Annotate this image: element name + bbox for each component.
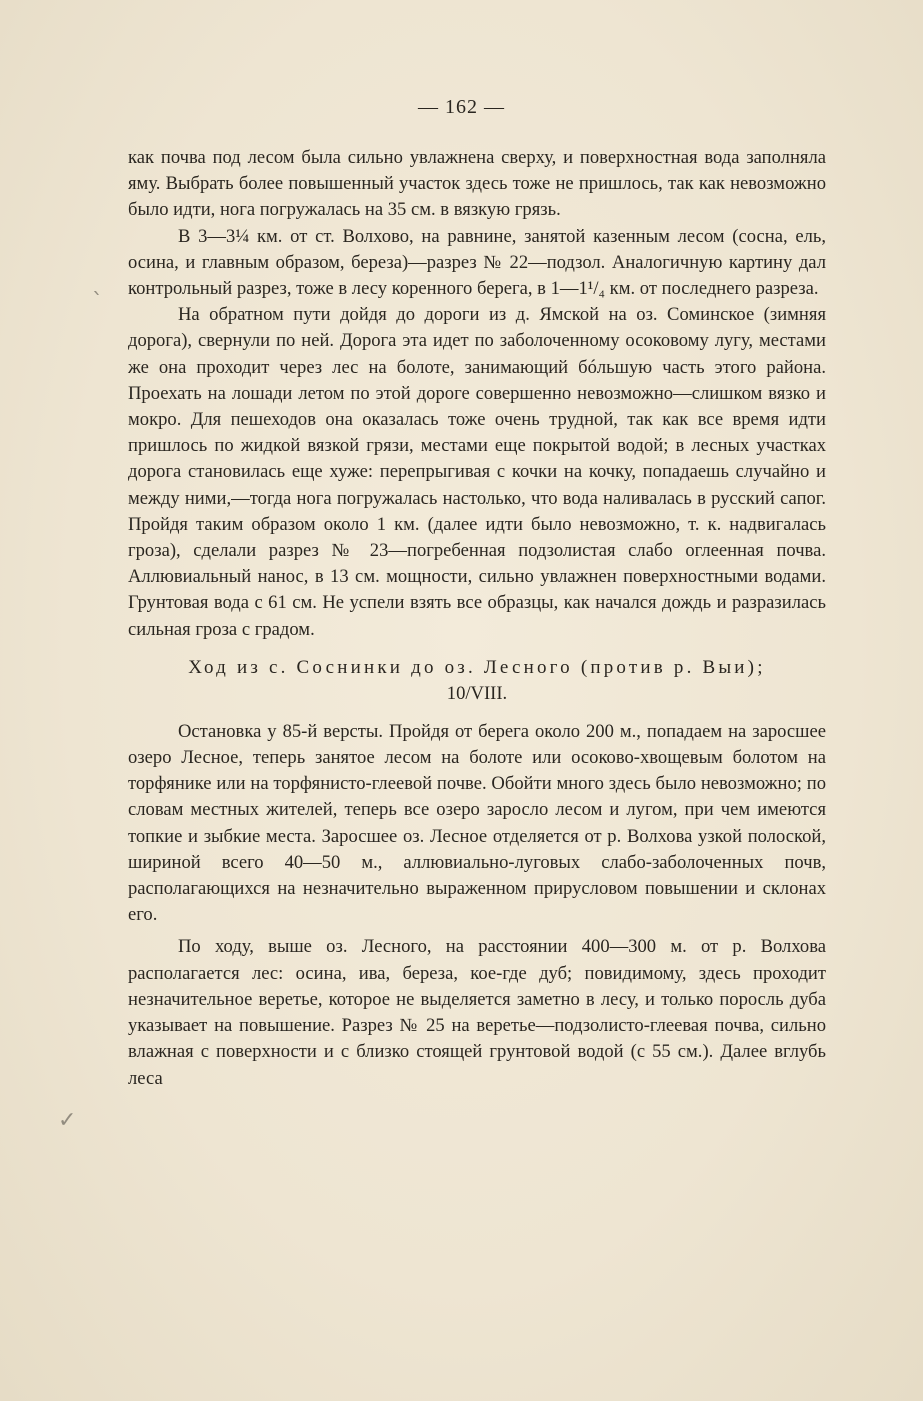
body-text [128, 145, 826, 1092]
margin-mark: ˋ [92, 290, 103, 315]
paragraph: В 3—3¼ км. от ст. Волхово, на равнине, занятой казенным лесом (сосна, ель, осина, и главным образом, береза)—разрез № 22—подзол. Аналогичную картину дал контрольный разрез, тоже в лесу коренного берега, в 1—1¹/₄ км. от последнего разреза. [128, 225, 826, 300]
paragraph: По ходу, выше оз. Лесного, на расстоянии 400—300 м. от р. Волхова располагается лес: осина, ива, береза, кое-где дуб; повидимому, здесь проходит незначительное веретье, которое не выделяется заметно в лесу, и только поросль дуба указывает на повышение. Разрез № 25 на веретье—подзолисто-глеевая почва, сильно влажная с поверхности и с близко стоящей грунтовой водой (с 55 см.). Далее вглубь леса [128, 936, 826, 1089]
margin-mark-v: ✓ [58, 1108, 77, 1133]
page-number-header: — 162 — [418, 96, 505, 118]
section-title: Ход из с. Соснинки до оз. Лесного (против р. Выи); [188, 656, 766, 678]
paragraph: как почва под лесом была сильно увлажнена сверху, и поверхностная вода заполняла яму. Выбрать более повышенный участок здесь тоже не пришлось, так как невозможно было идти, нога погружалась на 35 см. в вязкую грязь. [128, 147, 826, 221]
section-date: 10/VIII. [446, 682, 508, 704]
paragraph: На обратном пути дойдя до дороги из д. Ямской на оз. Соминское (зимняя дорога), свернули по ней. Дорога эта идет по заболоченному осоковому лугу, местами же она проходит через лес на болоте, занимающий бóльшую часть этого района. Проехать на лошади летом по этой дороге совершенно невозможно—слишком вязко и мокро. Для пешеходов она оказалась тоже очень трудной, так как все время идти пришлось по жидкой вязкой грязи, местами еще покрытой водой; в лесных участках дорога становилась еще хуже: перепрыгивая с кочки на кочку, попадаешь случайно и между ними,—тогда нога погружалась настолько, что вода наливалась в русский сапог. Пройдя таким образом около 1 км. (далее идти было невозможно, т. к. надвигалась гроза), сделали разрез № 23—погребенная подзолистая слабо оглеенная почва. Аллювиальный нанос, в 13 см. мощности, сильно увлажнен поверхностными водами. Грунтовая вода с 61 см. Не успели взять все образцы, как начался дождь и разразилась сильная гроза с градом. [128, 304, 826, 640]
paragraph: Остановка у 85-й версты. Пройдя от берега около 200 м., попадаем на заросшее озеро Лесное, теперь занятое лесом на болоте или осоково-хвощевым болотом на торфянике или на торфянисто-глеевой почве. Обойти много здесь было невозможно; по словам местных жителей, теперь все озеро заросло лесом и лугом, при чем имеются топкие и зыбкие места. Заросшее оз. Лесное отделяется от р. Волхова узкой полоской, шириной всего 40—50 м., аллювиально-луговых слабо-заболоченных почв, располагающихся на незначительно выраженном прирусловом повышении и склонах его. [128, 720, 826, 926]
